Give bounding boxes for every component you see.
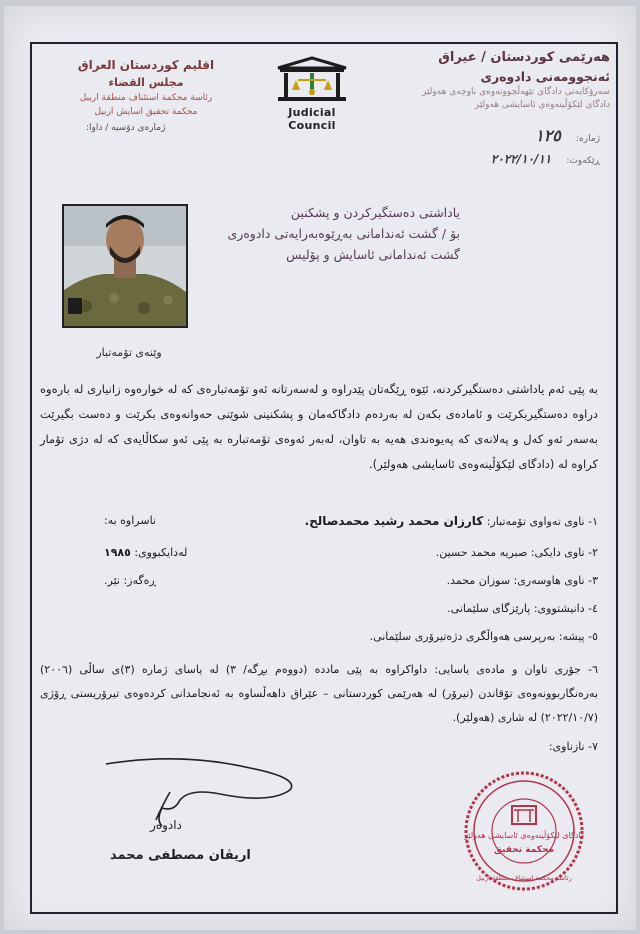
field-row-full-name bbox=[40, 514, 598, 536]
seal-outer-text: دادگای لێکۆڵینەوەی ئاسایشی هەولێر bbox=[463, 831, 585, 840]
reference-number bbox=[535, 126, 600, 145]
field-row-charge bbox=[40, 658, 598, 730]
judge-title: دادوەر bbox=[150, 818, 182, 832]
presidency-line: سەرۆکایەتی دادگای تێهەڵچوونەوەی ناوچەی هەولێر bbox=[422, 87, 610, 97]
field-side bbox=[104, 546, 187, 559]
alias-label: ٧- نازناوی: bbox=[548, 740, 598, 753]
photo-caption: وێنەی تۆمەتبار bbox=[96, 346, 162, 359]
court-line: دادگای لێکۆڵینەوەی ئاسایشی هەولێر bbox=[474, 100, 610, 110]
field-side bbox=[104, 574, 156, 587]
field-row-spouse bbox=[40, 574, 598, 596]
reference-date bbox=[491, 148, 600, 167]
field-label-value bbox=[447, 602, 598, 615]
judicial-council-logo bbox=[266, 56, 358, 132]
field-side-value: نێر. bbox=[104, 574, 120, 587]
field-row-mother bbox=[40, 546, 598, 568]
field-label: ٣- ناوی هاوسەری: bbox=[513, 574, 598, 587]
scales-building-icon bbox=[272, 56, 352, 104]
field-side-label: ناسراوە بە: bbox=[104, 514, 156, 527]
field-label: ٥- پیشە: bbox=[558, 630, 598, 643]
seal-inner-text: محكمة تحقيق bbox=[493, 845, 555, 855]
header-arabic bbox=[66, 58, 226, 133]
field-value: بەرپرسی هەواڵگری دژەتیرۆری سلێمانی. bbox=[369, 630, 556, 643]
header-kurdish bbox=[380, 50, 610, 110]
field-side-label: لەدایکبووی: bbox=[134, 546, 188, 559]
title-line-3: گشت ئەندامانی ئاسایش و پۆلیس bbox=[286, 247, 460, 262]
case-number-label: ژمارەی دۆسیە / داوا: bbox=[86, 123, 166, 133]
title-line-2: بۆ / گشت ئەندامانی بەڕێوەبەرایەتی دادوەری bbox=[227, 226, 460, 241]
signature-scribble bbox=[100, 750, 320, 830]
field-value: صبريه محمد حسين. bbox=[435, 546, 528, 559]
council-title-ar: مجلس القضاء bbox=[108, 76, 184, 89]
field-row-occupation bbox=[40, 630, 598, 652]
reference-number-label: ژمارە: bbox=[575, 134, 600, 144]
logo-caption: Judicial Council bbox=[288, 106, 336, 132]
charge-text: داواکراوە بە پێی ماددە (دووەم بڕگە/ ٣) لە یاسای ژمارە (٣)ی ساڵی (٢٠٠٦) بەرەنگاربوونەوەی تۆقاندن (تیرۆر) لە هەرێمی کوردستانی – عێراق داهەڵساوە بە ئەنجامدانی کردەوەی تیرۆریستی ڕۆژی (٢٠٢٢/١٠/٧) لە شاری (هەولێر). bbox=[40, 663, 598, 724]
judge-name: اريڤان مصطفى محمد bbox=[110, 848, 251, 863]
field-label-value bbox=[305, 514, 598, 528]
court-line-ar: محكمة تحقيق اسايش اربيل bbox=[94, 107, 198, 117]
field-side bbox=[104, 514, 156, 527]
reference-date-label: ڕێکەوت: bbox=[566, 156, 600, 166]
title-line-1: یاداشتی دەستگیرکردن و پشکنین bbox=[290, 205, 460, 220]
region-title-ar: اقليم كوردستان العراق bbox=[77, 58, 215, 72]
field-label: ٤- دانیشتووی: bbox=[533, 602, 598, 615]
court-seal bbox=[462, 768, 586, 894]
reference-date-value: ٢٠٢٢/١٠/١١ bbox=[490, 152, 552, 166]
field-label-value bbox=[370, 630, 598, 643]
charge-label: ٦- جۆری تاوان و مادەی یاسایی: bbox=[434, 663, 599, 676]
seal-ring-text: رئاسة محكمة استئناف منطقة اربيل bbox=[476, 874, 572, 882]
body-paragraph: بە پێی ئەم یاداشتی دەستگیرکردنە، ئێوە ڕێگەتان پێدراوە و لەسەرتانە ئەو تۆمەتبارەی کە لە خوارەوە زانیاری لە بارەوە دراوە دەستگیربکرێت و ئامادەی بکەن لە بەردەم دادگاکەمان و پشکنینی شوێنی حەوانەوەی بکرێت و دەست بگیرێت بەسەر ئەو کەل و پەلانەی کە پەیوەندی هەیە بە تاوان، لەبەر ئەوەی تۆمەتبارە بە پێی ئەو سکاڵایەی کە لە دژی تۆمار کراوە لە (دادگای لێکۆڵینەوەی ئاسایشی هەولێر). bbox=[40, 382, 598, 471]
field-value: سوزان محمد. bbox=[446, 574, 511, 587]
field-value: پارێزگای سلێمانی. bbox=[447, 602, 531, 615]
reference-number-value: ١٢٥ bbox=[535, 126, 561, 145]
suspect-photo bbox=[62, 204, 188, 328]
field-side-label: ڕەگەز: bbox=[123, 574, 157, 587]
presidency-line-ar: رئاسة محكمة استئناف منطقة اربيل bbox=[79, 93, 213, 103]
field-label: ٢- ناوی دایکی: bbox=[530, 546, 598, 559]
portrait-image bbox=[64, 206, 186, 326]
field-value: كارزان محمد رشيد محمدصالح. bbox=[304, 514, 484, 528]
field-side-value: ١٩٨٥ bbox=[104, 546, 131, 559]
region-title: هەرێمی کوردستان / عیراق bbox=[438, 50, 610, 65]
field-row-residence bbox=[40, 602, 598, 624]
field-label-value bbox=[436, 546, 598, 559]
council-title: ئەنجوومەنی دادوەری bbox=[480, 69, 610, 84]
document-title bbox=[160, 205, 460, 268]
field-label-value bbox=[447, 574, 598, 587]
seal-stamp bbox=[462, 768, 586, 894]
field-label: ١- ناوی تەواوی تۆمەتبار: bbox=[486, 515, 598, 528]
